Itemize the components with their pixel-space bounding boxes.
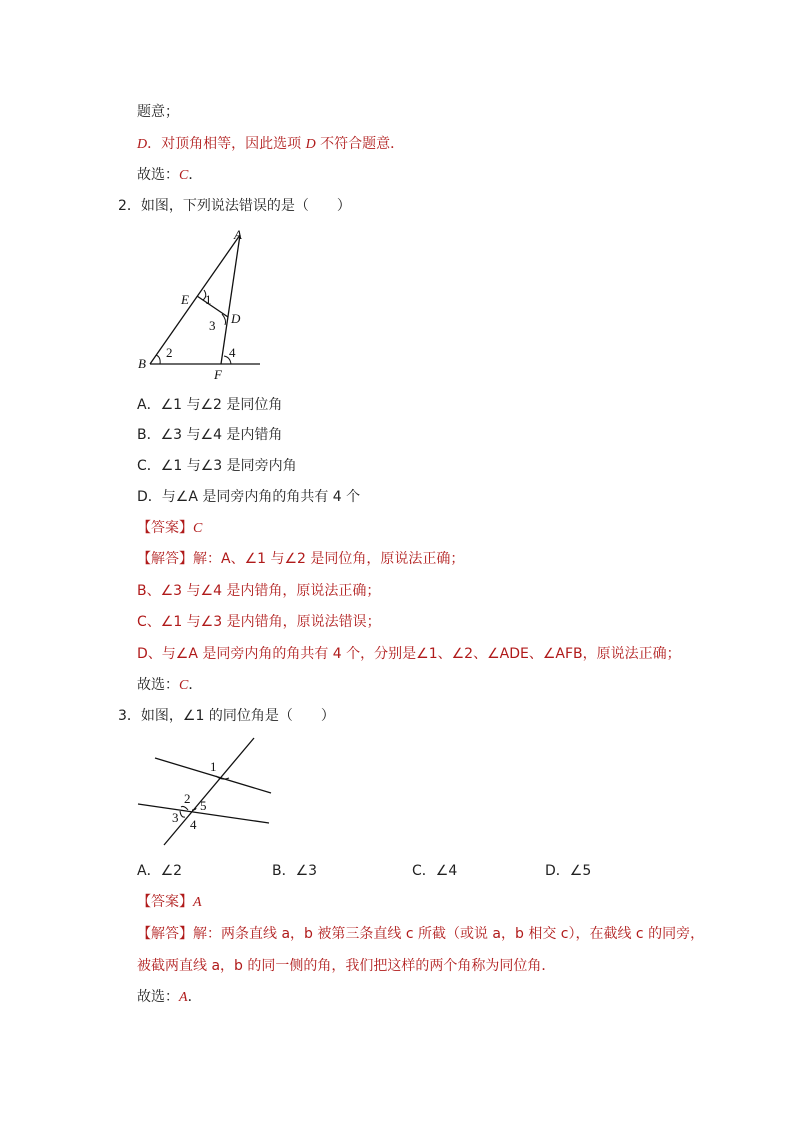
q2-option-letter: A． xyxy=(137,397,161,413)
q1-d-text-a: ．对顶角相等，因此选项 xyxy=(147,136,306,152)
q3-analysis-tag: 【解答】 xyxy=(137,926,193,942)
q3-option-c[interactable] xyxy=(412,862,457,880)
q1-tail-line: 题意； xyxy=(137,104,179,120)
q2-label-b: B xyxy=(138,356,146,371)
q3-option-letter: A． xyxy=(137,863,161,879)
q2-label-a: A xyxy=(234,227,242,242)
q2-option-text: ∠3 与∠4 是内错角 xyxy=(160,427,283,443)
q1-d-text-b: D xyxy=(305,137,316,152)
q2-option-text: ∠1 与∠3 是同旁内角 xyxy=(160,458,297,474)
q3-answer-value: A xyxy=(193,895,202,910)
q2-label-d: D xyxy=(231,311,241,326)
q2-option-c[interactable] xyxy=(137,457,297,475)
q3-stem: 3．如图，∠1 的同位角是（ ） xyxy=(118,708,335,724)
q2-analysis-line-1 xyxy=(137,550,464,568)
q3-option-letter: B． xyxy=(272,863,296,879)
q3-arc-2 xyxy=(181,806,188,810)
q3-pick-line xyxy=(137,988,202,1007)
q2-option-text: ∠1 与∠2 是同位角 xyxy=(160,397,283,413)
q2-answer-tag: 【答案】 xyxy=(137,520,193,536)
q2-pick-suffix: ． xyxy=(188,677,203,693)
q2-option-b[interactable] xyxy=(137,426,282,444)
q2-figure xyxy=(130,222,270,382)
q3-figure xyxy=(130,730,280,850)
q3-pick-value: A xyxy=(179,990,188,1005)
q2-pick-prefix: 故选： xyxy=(137,677,179,693)
q3-option-b[interactable] xyxy=(272,862,317,880)
q2-option-letter: D． xyxy=(137,489,162,505)
q2-line-ba xyxy=(150,235,240,364)
q2-label-1: 1 xyxy=(205,292,212,307)
q2-analysis-text: 解：A、∠1 与∠2 是同位角，原说法正确； xyxy=(193,551,465,567)
q3-pick-suffix: ． xyxy=(187,989,202,1005)
q2-analysis-line-4: D、与∠A 是同旁内角的角共有 4 个，分别是∠1、∠2、∠ADE、∠AFB，原说法正确； xyxy=(137,646,681,662)
q3-option-a[interactable] xyxy=(137,862,182,880)
q2-pick-line xyxy=(137,676,202,695)
q2-option-letter: B． xyxy=(137,427,161,443)
q3-arc-3 xyxy=(180,811,185,817)
q2-option-a[interactable] xyxy=(137,396,282,414)
q3-analysis-line-2: 被截两直线 a，b 的同一侧的角，我们把这样的两个角称为同位角． xyxy=(137,958,556,974)
q3-option-letter: D． xyxy=(545,863,570,879)
q3-label-1: 1 xyxy=(210,759,217,774)
q2-label-3: 3 xyxy=(209,318,216,333)
q2-label-e: E xyxy=(181,292,189,307)
q3-label-4: 4 xyxy=(190,817,197,832)
q2-option-d[interactable] xyxy=(137,488,360,506)
q3-analysis-text: 解：两条直线 a，b 被第三条直线 c 所截（或说 a，b 相交 c），在截线 c 的同旁， xyxy=(193,926,705,942)
q3-transversal xyxy=(164,738,254,845)
q1-pick-prefix: 故选： xyxy=(137,167,179,183)
q2-analysis-line-2: B、∠3 与∠4 是内错角，原说法正确； xyxy=(137,583,381,599)
q3-answer-tag: 【答案】 xyxy=(137,894,193,910)
q1-pick-suffix: ． xyxy=(188,167,203,183)
q3-label-5: 5 xyxy=(200,798,207,813)
q3-label-2: 2 xyxy=(184,791,191,806)
q2-answer-line xyxy=(137,519,202,538)
q1-option-d-analysis xyxy=(137,135,404,154)
q3-option-text: ∠2 xyxy=(160,863,183,879)
q1-d-text-c: 不符合题意． xyxy=(315,136,405,152)
q3-option-d[interactable] xyxy=(545,862,591,880)
q1-pick-value: C xyxy=(179,168,189,183)
q3-option-text: ∠4 xyxy=(435,863,458,879)
q3-label-3: 3 xyxy=(172,810,179,825)
q3-option-letter: C． xyxy=(412,863,436,879)
q2-analysis-tag: 【解答】 xyxy=(137,551,193,567)
q2-arc-2 xyxy=(156,355,160,364)
q3-pick-prefix: 故选： xyxy=(137,989,179,1005)
q2-option-letter: C． xyxy=(137,458,161,474)
q3-option-text: ∠3 xyxy=(295,863,318,879)
q3-analysis-line-1 xyxy=(137,925,704,943)
q1-pick-line xyxy=(137,166,202,185)
q3-answer-line xyxy=(137,893,202,912)
q2-stem: 2．如图，下列说法错误的是（ ） xyxy=(118,198,351,214)
q2-answer-value: C xyxy=(193,521,203,536)
q2-label-4: 4 xyxy=(229,345,236,360)
q2-label-2: 2 xyxy=(166,345,173,360)
q2-option-text: 与∠A 是同旁内角的角共有 4 个 xyxy=(161,489,361,505)
q2-line-ed xyxy=(197,296,228,317)
q1-d-label: D xyxy=(137,137,148,152)
q3-option-text: ∠5 xyxy=(569,863,592,879)
q2-pick-value: C xyxy=(179,678,189,693)
q2-analysis-line-3: C、∠1 与∠3 是内错角，原说法错误； xyxy=(137,614,381,630)
q2-label-f: F xyxy=(214,367,222,382)
